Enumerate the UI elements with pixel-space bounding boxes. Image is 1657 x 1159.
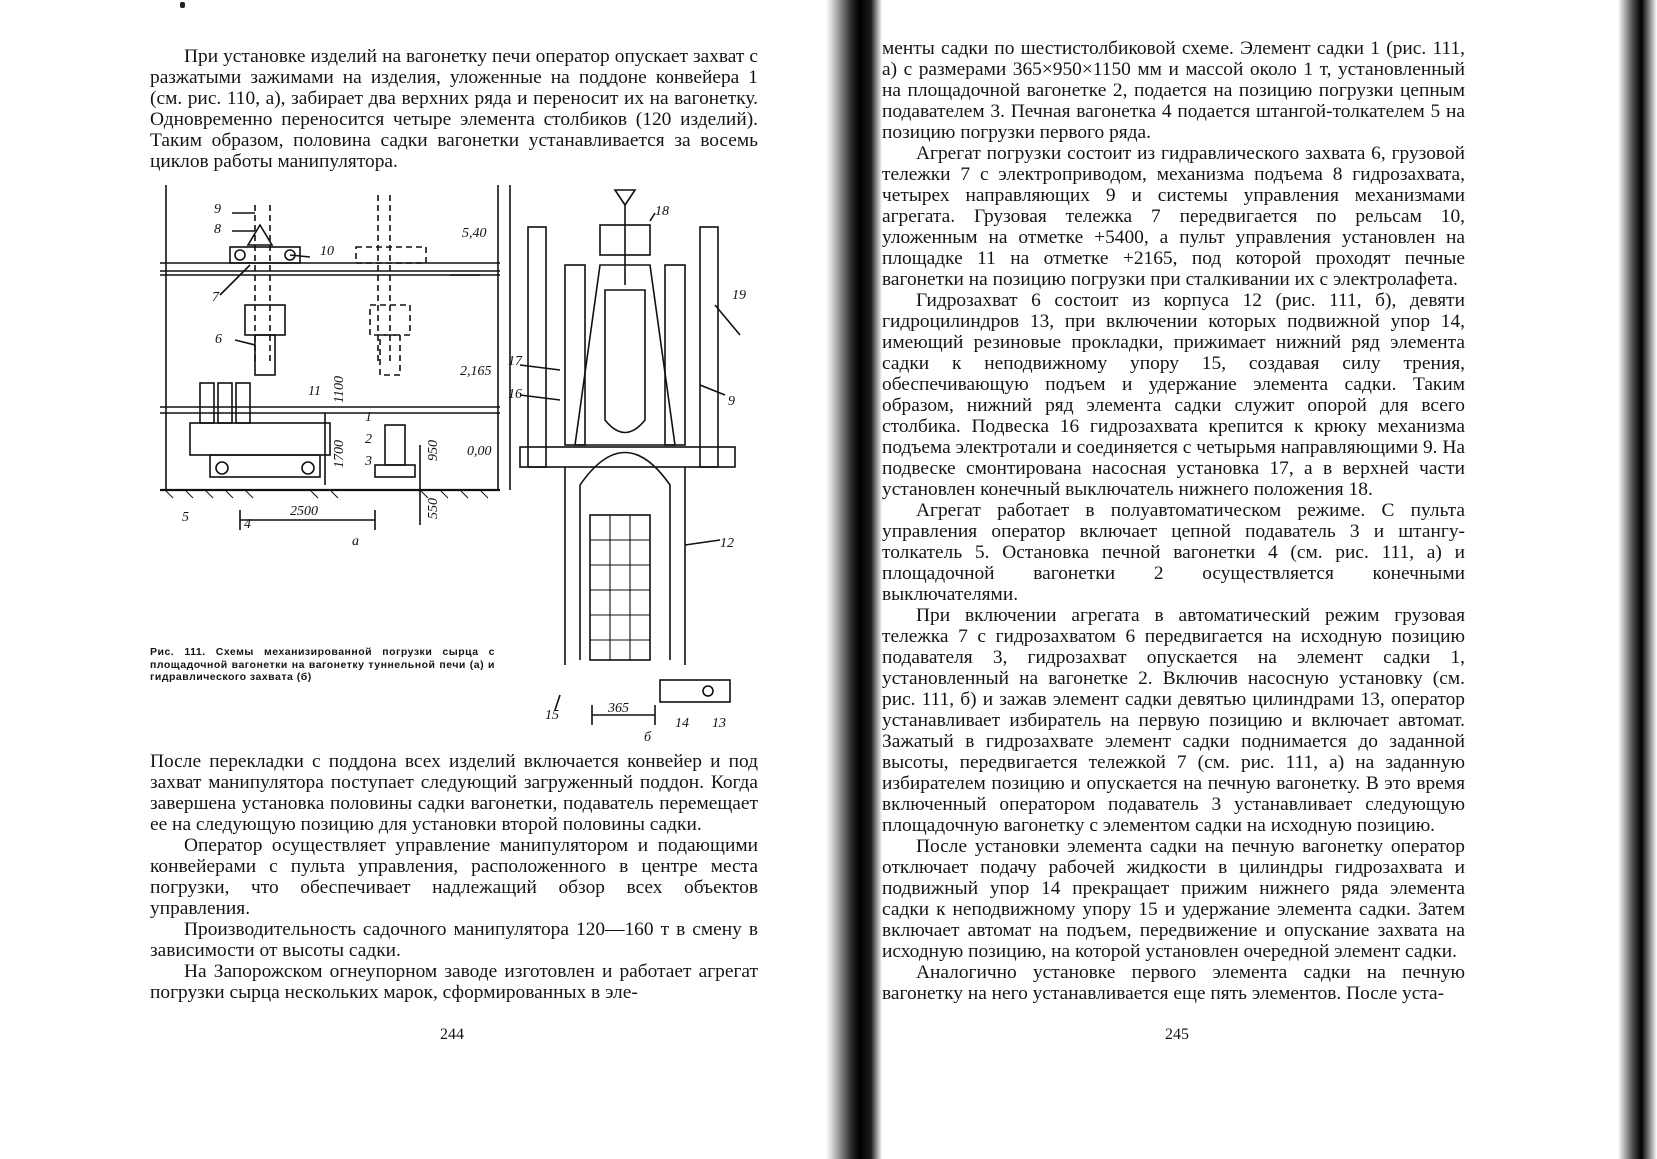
- dim-a-1700: 1700: [332, 440, 347, 468]
- paragraph: Гидрозахват 6 состоит из корпуса 12 (рис. 111, б), девяти гидроцилиндров 13, при включении которых подвижной упор 14, имеющий резиновые прокладки, прижимает нижний ряд элемента садки к неподвижному упору 15, создавая силу трения, обеспечивающую подъем и удержание элемента садки. Таким образом, нижний ряд элемента садки служит опорой для всего столбика. Подвеска 16 гидрозахвата крепится к крюку механизма подъема электротали и соединяется с четырьмя направляющими 9. На подвеске смонтирована насосная установка 17, а в верхней части установлен конечный выключатель нижнего положения 18.: [882, 290, 1465, 500]
- paragraph: менты садки по шестистолбиковой схеме. Элемент садки 1 (рис. 111, а) с размерами 365×950×1150 мм и массой около 1 т, установленный на площадочной вагонетке 2, подается на позицию погрузки цепным подавателем 3. Печная вагонетка 4 подается штангой-толкателем 5 на позицию погрузки первого ряда.: [882, 38, 1465, 143]
- label-a-5: 5: [182, 510, 189, 525]
- left-page: [0, 0, 820, 1159]
- page-number-right: 245: [1165, 1026, 1189, 1043]
- label-a-1: 1: [365, 410, 372, 425]
- paragraph: Производительность садочного манипулятора 120—160 т в смену в зависимости от высоты садки.: [150, 919, 758, 961]
- dim-a-540: 5,40: [462, 226, 487, 241]
- subfigure-a-label: а: [352, 534, 359, 549]
- label-b-16: 16: [508, 387, 522, 402]
- label-b-12: 12: [720, 536, 734, 551]
- right-text: [882, 38, 1465, 1004]
- paragraph: При включении агрегата в автоматический режим грузовая тележка 7 с гидрозахватом 6 передвигается на исходную позицию подавателя 3, гидрозахват опускается на элемент садки 1, установленный на вагонетке 2. Включив насосную установку (см. рис. 111, б) и зажав элемент садки девятью цилиндрами 13, оператор устанавливает избиратель на первую позицию и включает автомат. Зажатый в гидрозахвате элемент садки поднимается до заданной высоты, передвигается тележкой 7 (см. рис. 111, а) на заданную избирателем позицию и опускается на печную вагонетку. В это время включенный оператором подаватель 3 устанавливает следующую площадочную вагонетку с элементом садки на исходную позицию.: [882, 605, 1465, 836]
- label-a-2: 2: [365, 432, 372, 447]
- figure-caption: Рис. 111. Схемы механизированной погрузки сырца с площадочной вагонетки на вагонетку туннельной печи (а) и гидравлического захвата (б): [150, 646, 495, 683]
- paragraph: После установки элемента садки на печную вагонетку оператор отключает подачу рабочей жидкости в цилиндры гидрозахвата и подвижный упор 14 прекращает прижим нижнего ряда элемента садки к неподвижному упору 15 и удержание элемента садки. Затем включает автомат на подъем, передвижение и опускание захвата на исходную позицию, на которой установлен очередной элемент садки.: [882, 836, 1465, 962]
- book-gutter-shadow: [826, 0, 882, 1159]
- page-edge-shadow: [1618, 0, 1657, 1159]
- dim-a-550: 550: [426, 498, 441, 519]
- page-number-left: 244: [440, 1026, 464, 1043]
- label-a-10: 10: [320, 244, 334, 259]
- paragraph: На Запорожском огнеупорном заводе изготовлен и работает агрегат погрузки сырца нескольких марок, сформированных в эле-: [150, 961, 758, 1003]
- dim-a-950: 950: [426, 440, 441, 461]
- label-a-11: 11: [308, 384, 321, 399]
- label-a-6: 6: [215, 332, 222, 347]
- paragraph: Оператор осуществляет управление манипулятором и подающими конвейерами с пульта управления, расположенного в центре места погрузки, что обеспечивает надлежащий обзор всех объектов управления.: [150, 835, 758, 919]
- label-b-18: 18: [655, 204, 669, 219]
- label-a-7: 7: [212, 290, 219, 305]
- left-para-bottom: [150, 751, 758, 1003]
- label-b-14: 14: [675, 716, 689, 731]
- left-para-top: [150, 46, 758, 172]
- paragraph: При установке изделий на вагонетку печи оператор опускает захват с разжатыми зажимами на изделия, уложенные на поддоне конвейера 1 (см. рис. 110, а), забирает два верхних ряда и переносит их на вагонетку. Одновременно переносится четыре элемента столбиков (120 изделий). Таким образом, половина садки вагонетки устанавливается за восемь циклов работы манипулятора.: [150, 46, 758, 172]
- label-b-17: 17: [508, 354, 522, 369]
- print-speck: [180, 2, 185, 8]
- dim-b-365: 365: [608, 701, 629, 716]
- label-a-9: 9: [214, 202, 221, 217]
- label-b-13: 13: [712, 716, 726, 731]
- label-b-9: 9: [728, 394, 735, 409]
- dim-a-2500: 2500: [290, 504, 318, 519]
- paragraph: После перекладки с поддона всех изделий включается конвейер и под захват манипулятора поступает следующий загруженный поддон. Когда завершена установка половины садки вагонетки, подаватель перемещает ее на следующую позицию для установки второй половины садки.: [150, 751, 758, 835]
- label-a-3: 3: [365, 454, 372, 469]
- label-b-15: 15: [545, 708, 559, 723]
- dim-a-1100: 1100: [332, 376, 347, 403]
- subfigure-b-label: б: [644, 730, 652, 745]
- dim-a-2165: 2,165: [460, 364, 492, 379]
- dim-a-000: 0,00: [467, 444, 492, 459]
- label-b-19: 19: [732, 288, 746, 303]
- label-a-8: 8: [214, 222, 221, 237]
- paragraph: Агрегат погрузки состоит из гидравлического захвата 6, грузовой тележки 7 с электроприводом, механизма подъема 8 гидрозахвата, четырех направляющих 9 и системы управления механизмами агрегата. Грузовая тележка 7 передвигается по рельсам 10, уложенным на отметке +5400, а пульт управления установлен на площадке 11 на отметке +2165, под которой проходят печные вагонетки на позицию погрузки при сталкивании их с электролафета.: [882, 143, 1465, 290]
- paragraph: Аналогично установке первого элемента садки на печную вагонетку на него устанавливается еще пять элементов. После уста-: [882, 962, 1465, 1004]
- paragraph: Агрегат работает в полуавтоматическом режиме. С пульта управления оператор включает цепной подаватель 3 и штангу-толкатель 5. Остановка печной вагонетки 4 (см. рис. 111, а) и площадочной вагонетки 2 осуществляется конечными выключателями.: [882, 500, 1465, 605]
- right-page: [882, 0, 1618, 1159]
- label-a-4: 4: [244, 517, 251, 532]
